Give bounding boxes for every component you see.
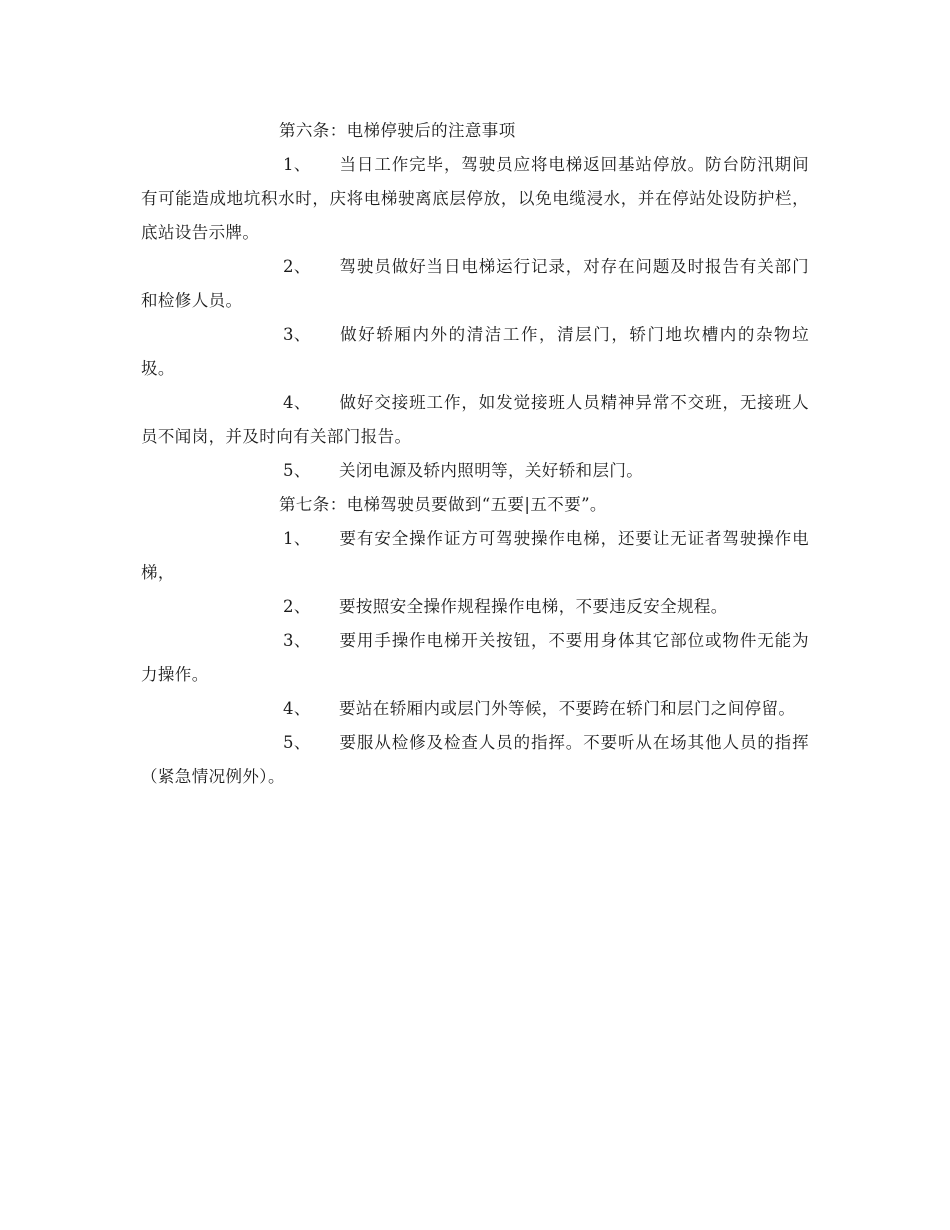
item-number: 5、 xyxy=(283,461,311,480)
item-number: 4、 xyxy=(283,699,311,718)
item-number: 2、 xyxy=(283,257,311,276)
item-number: 4、 xyxy=(283,393,311,412)
list-item xyxy=(141,590,809,624)
list-item xyxy=(141,692,809,726)
item-number: 3、 xyxy=(283,631,311,650)
list-item xyxy=(141,454,809,488)
list-item xyxy=(141,522,809,590)
item-text: 要按照安全操作规程操作电梯，不要违反安全规程。 xyxy=(339,597,728,616)
item-text: 做好轿厢内外的清洁工作，清层门，轿门地坎槽内的杂物垃圾。 xyxy=(141,325,809,378)
item-number: 5、 xyxy=(283,733,311,752)
item-text: 关闭电源及轿内照明等，关好轿和层门。 xyxy=(339,461,644,480)
item-text: 做好交接班工作，如发觉接班人员精神异常不交班，无接班人员不闻岗，并及时向有关部门报告。 xyxy=(141,393,809,446)
item-text: 要用手操作电梯开关按钮，不要用身体其它部位或物件无能为力操作。 xyxy=(141,631,809,684)
section-heading: 第六条：电梯停驶后的注意事项 xyxy=(279,121,516,140)
list-item xyxy=(141,250,809,318)
item-text: 当日工作完毕，驾驶员应将电梯返回基站停放。防台防汛期间有可能造成地坑积水时，庆将电梯驶离底层停放，以免电缆浸水，并在停站处设防护栏，底站设告示牌。 xyxy=(141,155,809,242)
item-text: 要有安全操作证方可驾驶操作电梯，还要让无证者驾驶操作电梯， xyxy=(141,529,809,582)
item-number: 1、 xyxy=(283,155,311,174)
list-item xyxy=(141,726,809,794)
list-item xyxy=(141,386,809,454)
item-text: 要服从检修及检查人员的指挥。不要听从在场其他人员的指挥（紧急情况例外）。 xyxy=(141,733,809,786)
document-body xyxy=(141,114,809,794)
item-text: 驾驶员做好当日电梯运行记录，对存在问题及时报告有关部门和检修人员。 xyxy=(141,257,809,310)
item-number: 1、 xyxy=(283,529,311,548)
list-item xyxy=(141,624,809,692)
item-number: 2、 xyxy=(283,597,311,616)
item-text: 要站在轿厢内或层门外等候，不要跨在轿门和层门之间停留。 xyxy=(339,699,796,718)
section-heading: 第七条：电梯驾驶员要做到“五要|五不要”。 xyxy=(279,495,607,514)
list-item xyxy=(141,148,809,250)
item-number: 3、 xyxy=(283,325,311,344)
list-item xyxy=(141,318,809,386)
